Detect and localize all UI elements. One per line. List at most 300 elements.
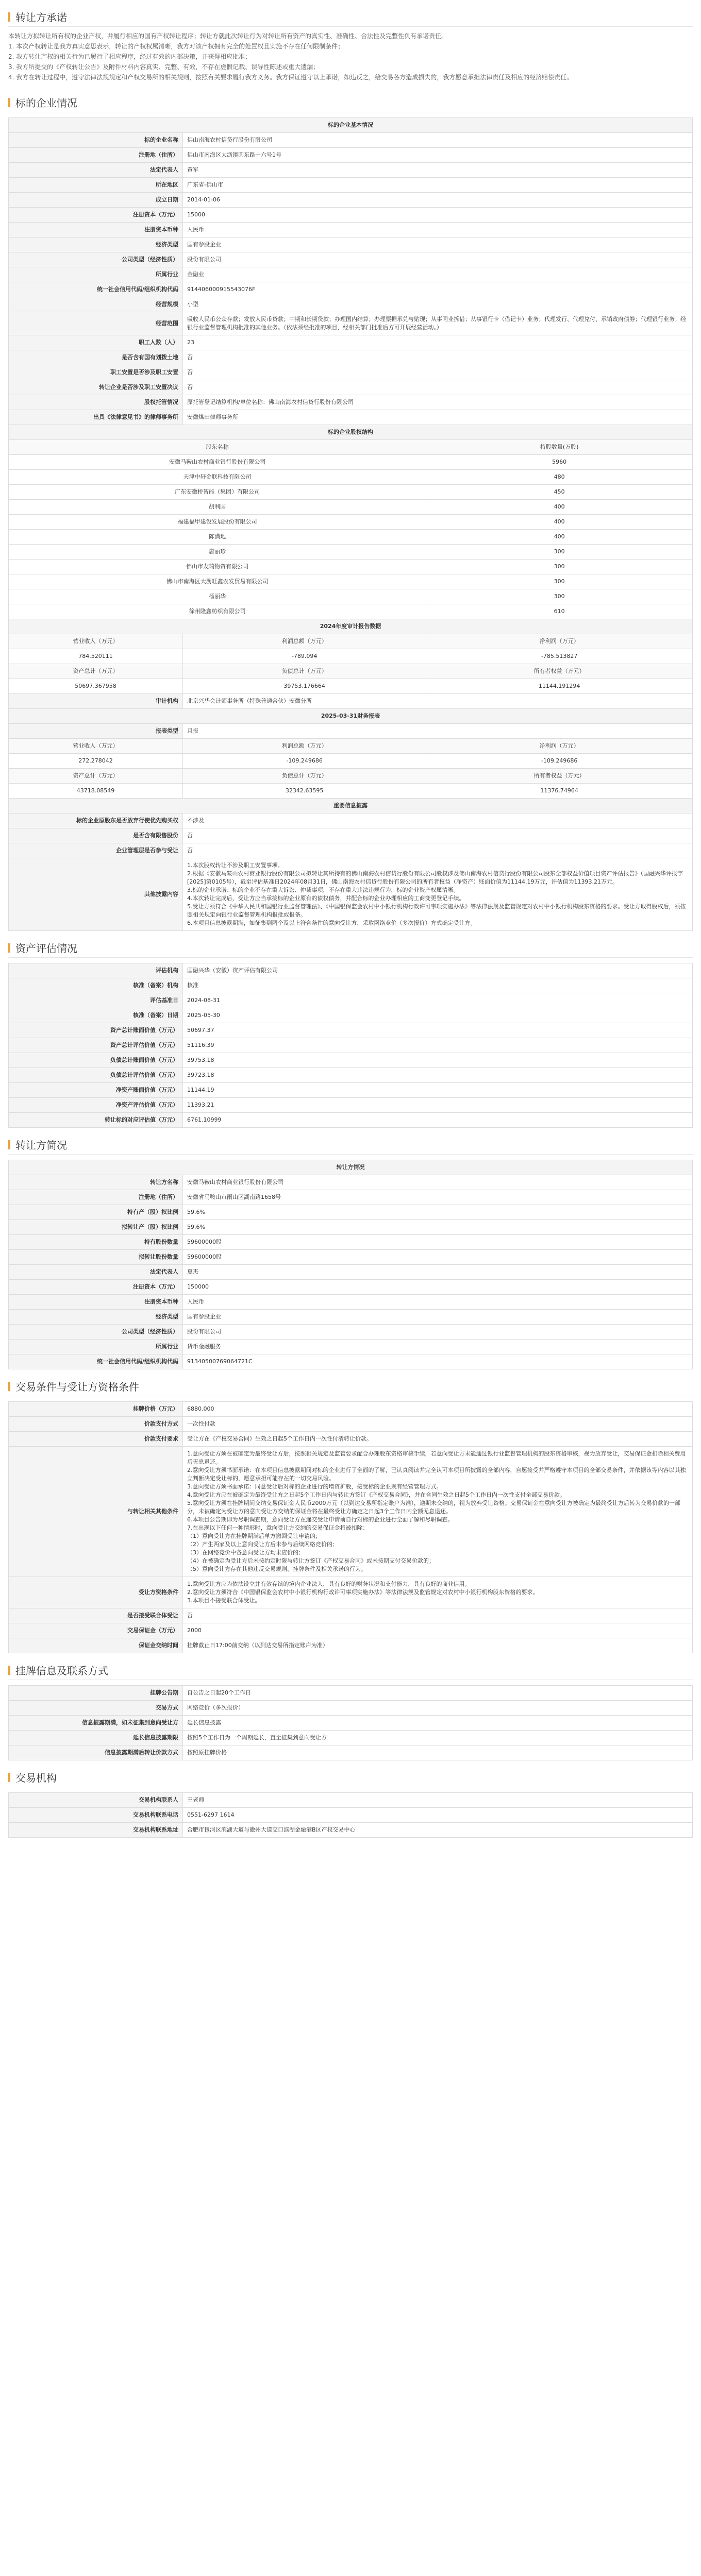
- field-label: 拟转让股份数量: [9, 1250, 183, 1265]
- field-value: 1.本次股权转让不涉及职工安置事项。 2.根据《安徽马鞍山农村商业银行股份有限公司拟转让其所持有的佛山南海农村信贷行股份有限公司股权涉及佛山南海农村信贷行股份有限公司股东全部权益价值项目资产评估报告》（国融兴华评报字[2025]第0105号），截至评估基准日2024年08月31日，佛山南海农村信贷行股份有限公司的所有者权益（净资产）账面价值为11144.19万元，评估值为11393.21万元。 3.标的企业承诺：标的企业不存在重大诉讼、仲裁事项，不存在重大违法违规行为，标的企业资产权属清晰。 4.本次转让完成后，受让方应当承接标的企业原有的债权债务，并配合标的企业办理相应的工商变更登记手续。 5.受让方须符合《中华人民共和国银行业监督管理法》、《中国银保监会农村中小银行机构行政许可事项实施办法》等法律法规及监管规定对农村中小银行机构股东资格的要求。受让方取得股权后，须按照相关规定向银行业监督管理机构报批或报备。 6.本项目信息披露期满，如征集到两个及以上符合条件的意向受让方，采取网络竞价（多次报价）方式确定受让方。: [183, 858, 693, 931]
- exchange-row: [9, 1793, 693, 1808]
- section-title: 交易机构: [15, 1772, 57, 1784]
- shareholder-shares: 300: [426, 589, 693, 604]
- condition-row: [9, 1402, 693, 1417]
- cell: 营业收入（万元）: [9, 634, 183, 649]
- shareholder-row: [9, 515, 693, 530]
- field-value: 按照5个工作日为一个周期延长，直至征集到意向受让方: [183, 1731, 693, 1745]
- section-accent-bar: [8, 1666, 10, 1675]
- field-label: 与转让相关其他条件: [9, 1447, 183, 1577]
- section-accent-bar: [8, 98, 10, 107]
- field-label: 净资产账面价值（万元）: [9, 1083, 183, 1098]
- field-label: 挂牌价格（万元）: [9, 1402, 183, 1417]
- shareholder-name: 天津中轩金联科技有限公司: [9, 470, 426, 485]
- field-value: 股份有限公司: [183, 252, 693, 267]
- cell: 43718.08549: [9, 784, 183, 799]
- field-value: 2014-01-06: [183, 193, 693, 208]
- table-section-header: 2025-03-31财务报表: [9, 709, 693, 724]
- cell: 净利润（万元）: [426, 634, 693, 649]
- field-label: 注册资本币种: [9, 1295, 183, 1310]
- field-label: 成立日期: [9, 193, 183, 208]
- field-value: 合肥市包河区滨湖大道与徽州大道交口滨湖金融港B区产权交易中心: [183, 1823, 693, 1838]
- exchange-row: [9, 1823, 693, 1838]
- field-label: 受让方资格条件: [9, 1577, 183, 1608]
- section-header-conditions: [8, 1377, 693, 1396]
- shareholder-row: [9, 500, 693, 515]
- field-label: 职工人数（人）: [9, 335, 183, 350]
- basic-info-row: [9, 335, 693, 350]
- cell: 负债总计（万元）: [183, 769, 426, 784]
- cell: 利润总额（万元）: [183, 634, 426, 649]
- field-label: 统一社会信用代码/组织机构代码: [9, 1354, 183, 1369]
- shareholder-name: 陈满地: [9, 530, 426, 545]
- field-value: 自公告之日起20个工作日: [183, 1686, 693, 1701]
- field-label: 法定代表人: [9, 163, 183, 178]
- field-label: 交易机构联系地址: [9, 1823, 183, 1838]
- field-value: 39753.18: [183, 1053, 693, 1068]
- field-label: 股权托管情况: [9, 395, 183, 410]
- basic-info-row: [9, 223, 693, 238]
- field-label: 挂牌公告期: [9, 1686, 183, 1701]
- field-value: 否: [183, 365, 693, 380]
- transferor-row: [9, 1280, 693, 1295]
- appraisal-row: [9, 1098, 693, 1113]
- cell: 272.278042: [9, 754, 183, 769]
- field-value: 0551-6297 1614: [183, 1808, 693, 1823]
- basic-info-row: [9, 193, 693, 208]
- cell: 负债总计（万元）: [183, 664, 426, 679]
- appraisal-row: [9, 1083, 693, 1098]
- shareholder-shares: 480: [426, 470, 693, 485]
- field-label: 经济类型: [9, 1310, 183, 1325]
- field-label: 注册地（住所）: [9, 1190, 183, 1205]
- basic-info-row: [9, 350, 693, 365]
- field-label: 所属行业: [9, 267, 183, 282]
- field-label: 职工安置是否涉及职工安置: [9, 365, 183, 380]
- field-value: 否: [183, 843, 693, 858]
- field-value: 人民币: [183, 223, 693, 238]
- field-value: 股份有限公司: [183, 1325, 693, 1340]
- section-header-commitment: [8, 7, 693, 27]
- transferor-table: [8, 1160, 693, 1369]
- transferor-row: [9, 1265, 693, 1280]
- field-value: 59600000股: [183, 1250, 693, 1265]
- basic-info-row: [9, 395, 693, 410]
- condition-row: [9, 1623, 693, 1638]
- other-disclosure-row: [9, 858, 693, 931]
- shareholder-shares: 300: [426, 560, 693, 574]
- condition-row: [9, 1638, 693, 1653]
- field-value: 150000: [183, 1280, 693, 1295]
- section-header-listing-info: [8, 1660, 693, 1680]
- field-label: 报表类型: [9, 724, 183, 739]
- transferor-row: [9, 1235, 693, 1250]
- transferor-row: [9, 1325, 693, 1340]
- listing-info-table: [8, 1685, 693, 1760]
- transferor-row: [9, 1310, 693, 1325]
- shareholder-name: 佛山市友瑞物资有限公司: [9, 560, 426, 574]
- field-label: 是否接受联合体受让: [9, 1608, 183, 1623]
- cell: 11144.191294: [426, 679, 693, 694]
- cell: 所有者权益（万元）: [426, 664, 693, 679]
- shareholder-name: 安徽马鞍山农村商业银行股份有限公司: [9, 455, 426, 470]
- basic-info-row: [9, 148, 693, 163]
- table-section-header: 标的企业基本情况: [9, 118, 693, 133]
- basic-info-row: [9, 380, 693, 395]
- section-header-appraisal: [8, 938, 693, 958]
- field-label: 注册资本币种: [9, 223, 183, 238]
- cell: -789.094: [183, 649, 426, 664]
- field-value: 货币金融服务: [183, 1340, 693, 1354]
- appraisal-row: [9, 1068, 693, 1083]
- cell: -785.513827: [426, 649, 693, 664]
- shareholder-shares: 400: [426, 515, 693, 530]
- field-value: 按照原挂牌价格: [183, 1745, 693, 1760]
- section-header-transferor: [8, 1135, 693, 1155]
- field-label: 保证金交纳时间: [9, 1638, 183, 1653]
- shareholder-shares: 400: [426, 530, 693, 545]
- table-section-header: 2024年度审计报告数据: [9, 619, 693, 634]
- appraisal-row: [9, 978, 693, 993]
- section-title: 资产评估情况: [15, 942, 77, 955]
- field-label: 资产总计评估价值（万元）: [9, 1038, 183, 1053]
- report-values: [9, 754, 693, 769]
- transferor-row: [9, 1175, 693, 1190]
- shareholder-name: 广东安徽桥智能（集团）有限公司: [9, 485, 426, 500]
- field-value: 安徽马鞍山农村商业银行股份有限公司: [183, 1175, 693, 1190]
- disclosure-row: [9, 843, 693, 858]
- field-value: 2025-05-30: [183, 1008, 693, 1023]
- cell: 39753.176664: [183, 679, 426, 694]
- field-label: 延长信息披露期限: [9, 1731, 183, 1745]
- field-value: 国有参股企业: [183, 1310, 693, 1325]
- listing-row: [9, 1731, 693, 1745]
- cell: 32342.63595: [183, 784, 426, 799]
- audit-values: [9, 649, 693, 664]
- field-value: 国融兴华（安徽）资产评估有限公司: [183, 963, 693, 978]
- field-value: 1.意向受让方须在被确定为最终受让方后，按照相关规定及监管要求配合办理股东资格审核手续，若意向受让方未能通过银行业监督管理机构的股东资格审核，视为放弃受让，交易保证金扣除相关费用后无息退还。 2.意向受让方须书面承诺：在本项目信息披露期间对标的企业进行了全面的了解，已认真阅读并完全认可本项目所披露的全部内容，自愿接受并严格遵守本项目的全部交易条件，并依据该等内容以其独立判断决定受让标的，愿意承担可能存在的一切交易风险。 3.意向受让方须书面承诺：同意受让后对标的企业进行的增资扩股，接受标的企业现有经营管理方式。 4.意向受让方应在被确定为最终受让方之日起5个工作日内与转让方签订《产权交易合同》，并在合同生效之日起5个工作日内一次性支付全部交易价款。 5.意向受让方须在挂牌期间交纳交易保证金人民币2000万元（以到达交易所指定账户为准），逾期未交纳的，视为放弃受让资格。交易保证金在意向受让方被确定为最终受让方后转为交易价款的一部分，未被确定为受让方的意向受让方交纳的保证金将在最终受让方确定之日起3个工作日内全额无息退还。 6.本项目公告期即为尽职调查期，意向受让方在递交受让申请前自行对标的企业进行全面了解和尽职调查。 7.在出现以下任何一种情形时，意向受让方交纳的交易保证金将被扣除： （1）意向受让方在挂牌期满后单方撤回受让申请的； （2）产生两家及以上意向受让方后未参与后续网络竞价的； （3）在网络竞价中各意向受让方均未应价的； （4）在被确定为受让方后未按约定时限与转让方签订《产权交易合同》或未按期支付交易价款的； （5）意向受让方存在其他违反交易规则、挂牌条件及相关承诺的行为。: [183, 1447, 693, 1577]
- field-label: 注册资本（万元）: [9, 208, 183, 223]
- report-type-row: [9, 724, 693, 739]
- shareholder-name: 徐州隆鑫纺织有限公司: [9, 604, 426, 619]
- transferor-row: [9, 1340, 693, 1354]
- field-label: 经营规模: [9, 297, 183, 312]
- shareholder-shares: 610: [426, 604, 693, 619]
- field-value: 11144.19: [183, 1083, 693, 1098]
- field-value: 北京兴华会计师事务所（特殊普通合伙）安徽分所: [183, 694, 693, 709]
- field-value: 否: [183, 350, 693, 365]
- section-title: 标的企业情况: [15, 97, 77, 109]
- column-header: 持股数量(万股): [426, 440, 693, 455]
- shareholder-row: [9, 470, 693, 485]
- field-value: 挂牌截止日17:00前交纳（以到达交易所指定账户为准）: [183, 1638, 693, 1653]
- section-title: 转让方承诺: [15, 11, 67, 24]
- basic-info-row: [9, 163, 693, 178]
- field-value: 91340500769064721C: [183, 1354, 693, 1369]
- field-value: 51116.39: [183, 1038, 693, 1053]
- field-label: 评估基准日: [9, 993, 183, 1008]
- field-label: 出具《法律意见书》的律师事务所: [9, 410, 183, 425]
- field-label: 净资产评估价值（万元）: [9, 1098, 183, 1113]
- section-accent-bar: [8, 1773, 10, 1782]
- section-accent-bar: [8, 1382, 10, 1391]
- field-value: 吸收人民币公众存款；发放人民币贷款；中期和长期贷款；办理国内结算；办理票据承兑与贴现；从事同业拆借；从事银行卡（借记卡）业务；代理发行、代理兑付、承销政府债券；代理银行业务；经银行业监督管理机构批准的其他业务。（依法须经批准的项目，经相关部门批准后方可开展经营活动。）: [183, 312, 693, 335]
- field-label: 是否含有限售股份: [9, 828, 183, 843]
- shareholder-shares: 300: [426, 574, 693, 589]
- shareholder-row: [9, 455, 693, 470]
- condition-row: [9, 1608, 693, 1623]
- section-accent-bar: [8, 1140, 10, 1149]
- field-label: 信息披露期满，如未征集到意向受让方: [9, 1716, 183, 1731]
- cell: 所有者权益（万元）: [426, 769, 693, 784]
- field-label: 其他披露内容: [9, 858, 183, 931]
- shareholder-shares: 300: [426, 545, 693, 560]
- field-label: 评估机构: [9, 963, 183, 978]
- field-label: 审计机构: [9, 694, 183, 709]
- appraisal-row: [9, 1113, 693, 1128]
- field-label: 转让标的对应评估值（万元）: [9, 1113, 183, 1128]
- basic-info-row: [9, 133, 693, 148]
- field-value: 2000: [183, 1623, 693, 1638]
- shareholder-shares: 5960: [426, 455, 693, 470]
- condition-row: [9, 1417, 693, 1432]
- transferor-row: [9, 1205, 693, 1220]
- field-label: 企业管理层是否参与受让: [9, 843, 183, 858]
- field-label: 转让企业是否涉及职工安置决议: [9, 380, 183, 395]
- field-label: 所在地区: [9, 178, 183, 193]
- field-label: 注册资本（万元）: [9, 1280, 183, 1295]
- field-value: 广东省-佛山市: [183, 178, 693, 193]
- transferor-row: [9, 1250, 693, 1265]
- exchange-table: [8, 1792, 693, 1838]
- section-accent-bar: [8, 12, 10, 22]
- report-columns: [9, 769, 693, 784]
- field-value: 佛山市南海区大沥镇圆东路十六号1号: [183, 148, 693, 163]
- field-value: 50697.37: [183, 1023, 693, 1038]
- field-value: 否: [183, 828, 693, 843]
- transferor-row: [9, 1295, 693, 1310]
- appraisal-row: [9, 993, 693, 1008]
- column-header: 股东名称: [9, 440, 426, 455]
- condition-row: [9, 1432, 693, 1447]
- field-label: 是否含有国有划拨土地: [9, 350, 183, 365]
- field-label: 资产总计账面价值（万元）: [9, 1023, 183, 1038]
- basic-info-row: [9, 267, 693, 282]
- shareholder-name: 唐丽珍: [9, 545, 426, 560]
- shareholder-row: [9, 604, 693, 619]
- field-label: 经营范围: [9, 312, 183, 335]
- field-label: 价款支付要求: [9, 1432, 183, 1447]
- shareholder-row: [9, 545, 693, 560]
- table-section-header: 转让方情况: [9, 1160, 693, 1175]
- transferor-row: [9, 1190, 693, 1205]
- field-value: 原托管登记结算机构/单位名称：佛山南海农村信贷行股份有限公司: [183, 395, 693, 410]
- section-header-target-company: [8, 93, 693, 112]
- disclosure-row: [9, 828, 693, 843]
- appraisal-row: [9, 963, 693, 978]
- shareholder-name: 胡利国: [9, 500, 426, 515]
- field-value: 2024-08-31: [183, 993, 693, 1008]
- section-title: 交易条件与受让方资格条件: [15, 1381, 139, 1393]
- section-title: 转让方简况: [15, 1139, 67, 1151]
- audit-values: [9, 679, 693, 694]
- section-accent-bar: [8, 943, 10, 953]
- field-value: 安徽省马鞍山市雨山区湖南路1658号: [183, 1190, 693, 1205]
- field-label: 负债总计账面价值（万元）: [9, 1053, 183, 1068]
- basic-info-header: [9, 118, 693, 133]
- commitment-text: 本转让方拟转让所有权的企业产权，并履行相应的国有产权转让程序；转让方就此次转让行为对转让所有资产的真实性、准确性、合法性及完整性负有承诺责任。 1. 本次产权转让是我方真实意思表示，转让的产权权属清晰，我方对该产权拥有完全的处置权且实施不存在任何限制条件； 2. 我方转让产权的相关行为已履行了相应程序，经过有效的内部决策，并获得相应批准； 3. 我方所提交的《产权转让公告》及附件材料内容真实、完整、有效，不存在虚假记载、误导性陈述或重大遗漏； 4. 我方在转让过程中，遵守法律法规规定和产权交易所的相关规则，按照有关要求履行我方义务。我方保证遵守以上承诺，如违反之，给交易各方造成损失的，我方愿意承担法律责任及相应的经济赔偿责任。: [8, 32, 573, 81]
- field-value: 11393.21: [183, 1098, 693, 1113]
- shareholder-name: 福建福甲建设发展股份有限公司: [9, 515, 426, 530]
- appraisal-row: [9, 1038, 693, 1053]
- report-values: [9, 784, 693, 799]
- cell: -109.249686: [426, 754, 693, 769]
- transferor-row: [9, 1354, 693, 1369]
- field-label: 价款支付方式: [9, 1417, 183, 1432]
- target-company-table: [8, 117, 693, 931]
- shareholder-shares: 450: [426, 485, 693, 500]
- field-value: 黄军: [183, 163, 693, 178]
- report-columns: [9, 739, 693, 754]
- basic-info-row: [9, 178, 693, 193]
- transferor-header: [9, 1160, 693, 1175]
- field-value: 15000: [183, 208, 693, 223]
- conditions-table: [8, 1401, 693, 1653]
- cell: 营业收入（万元）: [9, 739, 183, 754]
- shareholders-columns: [9, 440, 693, 455]
- cell: 资产总计（万元）: [9, 769, 183, 784]
- shareholders-header: [9, 425, 693, 440]
- field-label: 交易方式: [9, 1701, 183, 1716]
- table-section-header: 标的企业股权结构: [9, 425, 693, 440]
- appraisal-row: [9, 1008, 693, 1023]
- cell: 净利润（万元）: [426, 739, 693, 754]
- field-label: 交易机构联系电话: [9, 1808, 183, 1823]
- section-header-exchange: [8, 1768, 693, 1787]
- cell: 利润总额（万元）: [183, 739, 426, 754]
- transferor-row: [9, 1220, 693, 1235]
- field-label: 法定代表人: [9, 1265, 183, 1280]
- field-value: 不涉及: [183, 814, 693, 828]
- audit-columns: [9, 634, 693, 649]
- field-value: 否: [183, 380, 693, 395]
- field-label: 转让方名称: [9, 1175, 183, 1190]
- exchange-row: [9, 1808, 693, 1823]
- basic-info-row: [9, 410, 693, 425]
- field-label: 核准（备案）日期: [9, 1008, 183, 1023]
- field-value: 59.6%: [183, 1220, 693, 1235]
- field-label: 交易保证金（万元）: [9, 1623, 183, 1638]
- shareholder-row: [9, 560, 693, 574]
- appraisal-table: [8, 963, 693, 1128]
- field-label: 核准（备案）机构: [9, 978, 183, 993]
- listing-row: [9, 1745, 693, 1760]
- field-label: 信息披露期满后转让价款方式: [9, 1745, 183, 1760]
- other-terms-row: [9, 1447, 693, 1577]
- field-value: 23: [183, 335, 693, 350]
- field-value: 59.6%: [183, 1205, 693, 1220]
- shareholder-shares: 400: [426, 500, 693, 515]
- basic-info-row: [9, 282, 693, 297]
- field-value: 夏杰: [183, 1265, 693, 1280]
- audit-data-header: [9, 619, 693, 634]
- shareholder-row: [9, 589, 693, 604]
- table-section-header: 重要信息披露: [9, 799, 693, 814]
- field-value: 一次性付款: [183, 1417, 693, 1432]
- field-value: 否: [183, 1608, 693, 1623]
- cell: 11376.74964: [426, 784, 693, 799]
- basic-info-row: [9, 312, 693, 335]
- field-label: 经济类型: [9, 238, 183, 252]
- basic-info-row: [9, 208, 693, 223]
- shareholder-name: 佛山市南海区大沥旺鑫农发贸易有限公司: [9, 574, 426, 589]
- field-label: 标的企业名称: [9, 133, 183, 148]
- field-label: 负债总计评估价值（万元）: [9, 1068, 183, 1083]
- basic-info-row: [9, 238, 693, 252]
- field-value: 佛山南海农村信贷行股份有限公司: [183, 133, 693, 148]
- appraisal-row: [9, 1023, 693, 1038]
- field-value: 小型: [183, 297, 693, 312]
- listing-row: [9, 1686, 693, 1701]
- basic-info-row: [9, 365, 693, 380]
- cell: 784.520111: [9, 649, 183, 664]
- cell: -109.249686: [183, 754, 426, 769]
- field-value: 6761.10999: [183, 1113, 693, 1128]
- field-label: 公司类型（经济性质）: [9, 1325, 183, 1340]
- listing-row: [9, 1716, 693, 1731]
- field-label: 所属行业: [9, 1340, 183, 1354]
- field-label: 公司类型（经济性质）: [9, 252, 183, 267]
- shareholder-row: [9, 574, 693, 589]
- field-label: 持有股份数量: [9, 1235, 183, 1250]
- field-value: 月报: [183, 724, 693, 739]
- report-header: [9, 709, 693, 724]
- field-value: 1.意向受让方应为依法设立并有效存续的境内企业法人，具有良好的财务状况和支付能力，具有良好的商业信用。 2.意向受让方须符合《中国银保监会农村中小银行机构行政许可事项实施办法》等法律法规及监管规定对农村中小银行机构股东资格的要求。 3.本项目不接受联合体受让。: [183, 1577, 693, 1608]
- shareholder-row: [9, 485, 693, 500]
- field-value: 安徽煤田律师事务所: [183, 410, 693, 425]
- field-label: 标的企业原股东是否放弃行使优先购买权: [9, 814, 183, 828]
- disclosure-header: [9, 799, 693, 814]
- field-value: 914406000915543076F: [183, 282, 693, 297]
- field-value: 核准: [183, 978, 693, 993]
- field-value: 6880.000: [183, 1402, 693, 1417]
- listing-row: [9, 1701, 693, 1716]
- section-title: 挂牌信息及联系方式: [15, 1665, 108, 1677]
- shareholder-row: [9, 530, 693, 545]
- audit-firm-row: [9, 694, 693, 709]
- field-label: 持有产（股）权比例: [9, 1205, 183, 1220]
- field-value: 39723.18: [183, 1068, 693, 1083]
- field-label: 统一社会信用代码/组织机构代码: [9, 282, 183, 297]
- field-value: 国有参股企业: [183, 238, 693, 252]
- shareholder-name: 杨丽华: [9, 589, 426, 604]
- disclosure-row: [9, 814, 693, 828]
- cell: 50697.367958: [9, 679, 183, 694]
- audit-columns: [9, 664, 693, 679]
- cell: 资产总计（万元）: [9, 664, 183, 679]
- field-value: 受让方在《产权交易合同》生效之日起5个工作日内一次性付清转让价款。: [183, 1432, 693, 1447]
- field-value: 延长信息披露: [183, 1716, 693, 1731]
- basic-info-row: [9, 297, 693, 312]
- field-label: 注册地（住所）: [9, 148, 183, 163]
- appraisal-row: [9, 1053, 693, 1068]
- field-label: 拟转让产（股）权比例: [9, 1220, 183, 1235]
- field-value: 网络竞价（多次报价）: [183, 1701, 693, 1716]
- field-label: 交易机构联系人: [9, 1793, 183, 1808]
- field-value: 人民币: [183, 1295, 693, 1310]
- basic-info-row: [9, 252, 693, 267]
- field-value: 王老师: [183, 1793, 693, 1808]
